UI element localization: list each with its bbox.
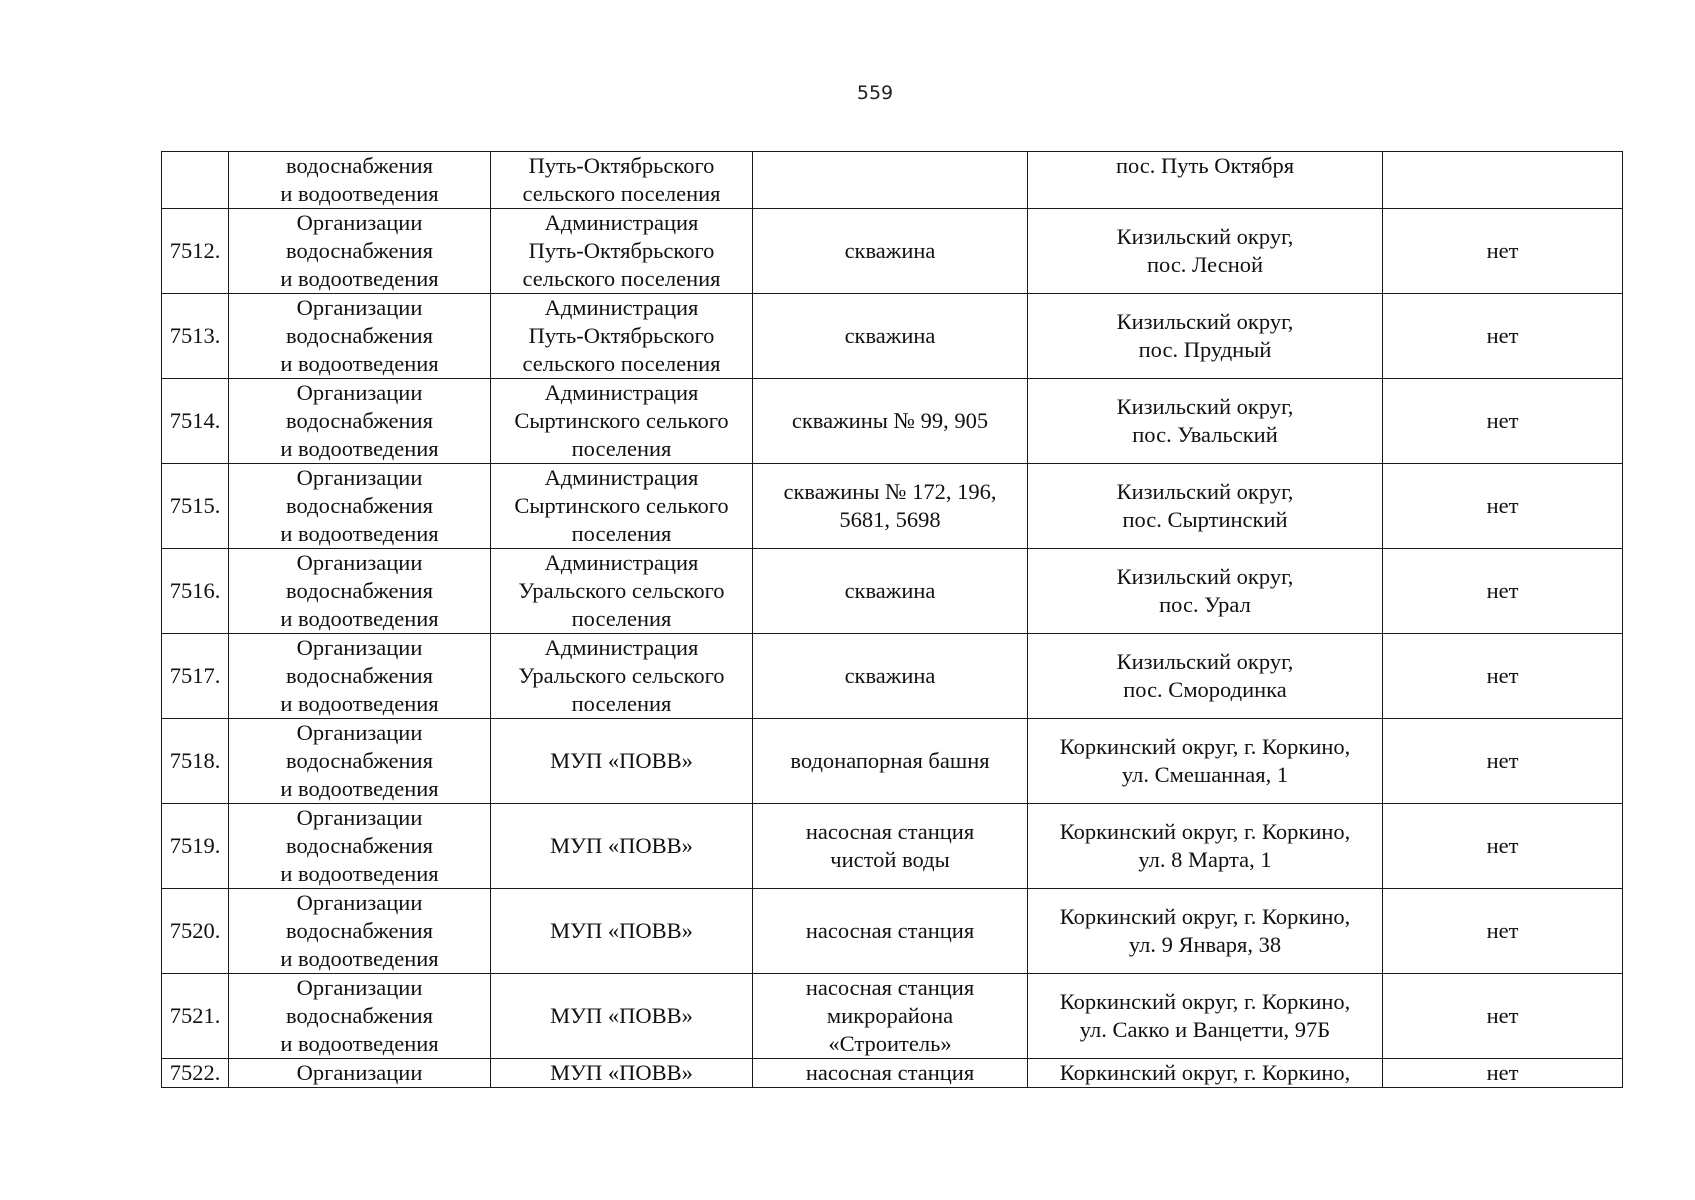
address-cell: Кизильский округ, пос. Сыртинский: [1028, 464, 1383, 549]
owner-cell: Администрация Уральского сельского поселения: [491, 549, 753, 634]
object-cell: скважина: [753, 549, 1028, 634]
object-cell: насосная станция микрорайона «Строитель»: [753, 974, 1028, 1059]
object-cell: [753, 152, 1028, 209]
table-row-last: [162, 1059, 1623, 1088]
address-cell: Кизильский округ, пос. Урал: [1028, 549, 1383, 634]
table-row: [162, 889, 1623, 974]
table-row: [162, 379, 1623, 464]
owner-cell: Администрация Сыртинского селького поселения: [491, 379, 753, 464]
row-number-cell: 7519.: [162, 804, 229, 889]
flag-cell: нет: [1383, 889, 1623, 974]
flag-cell: нет: [1383, 634, 1623, 719]
organization-cell: Организации водоснабжения и водоотведения: [229, 804, 491, 889]
object-cell: скважина: [753, 634, 1028, 719]
address-cell: Кизильский округ, пос. Смородинка: [1028, 634, 1383, 719]
object-cell: скважины № 99, 905: [753, 379, 1028, 464]
page-number: 559: [856, 82, 894, 104]
table-row: [162, 209, 1623, 294]
flag-cell: нет: [1383, 294, 1623, 379]
row-number-cell: 7514.: [162, 379, 229, 464]
organization-cell: Организации водоснабжения и водоотведения: [229, 209, 491, 294]
address-cell: Коркинский округ, г. Коркино, ул. Смешанная, 1: [1028, 719, 1383, 804]
object-cell: скважина: [753, 294, 1028, 379]
row-number-cell: 7518.: [162, 719, 229, 804]
address-cell: Коркинский округ, г. Коркино, ул. Сакко и Ванцетти, 97Б: [1028, 974, 1383, 1059]
address-cell: Коркинский округ, г. Коркино, ул. 9 Января, 38: [1028, 889, 1383, 974]
flag-cell: нет: [1383, 209, 1623, 294]
address-cell: Кизильский округ, пос. Лесной: [1028, 209, 1383, 294]
owner-cell: Администрация Уральского сельского поселения: [491, 634, 753, 719]
organization-cell: Организации водоснабжения и водоотведения: [229, 889, 491, 974]
table-row-continued: [162, 152, 1623, 209]
object-cell: скважины № 172, 196, 5681, 5698: [753, 464, 1028, 549]
table-row: [162, 294, 1623, 379]
object-cell: насосная станция: [753, 1059, 1028, 1088]
owner-cell: Администрация Путь-Октябрьского сельского поселения: [491, 209, 753, 294]
registry-table: [161, 151, 1623, 1088]
owner-cell: Администрация Сыртинского селького поселения: [491, 464, 753, 549]
organization-cell: Организации: [229, 1059, 491, 1088]
row-number-cell: 7521.: [162, 974, 229, 1059]
owner-cell: МУП «ПОВВ»: [491, 719, 753, 804]
table-row: [162, 634, 1623, 719]
row-number-cell: 7515.: [162, 464, 229, 549]
registry-table-body: [162, 152, 1623, 1088]
address-cell: пос. Путь Октября: [1028, 152, 1383, 209]
flag-cell: нет: [1383, 974, 1623, 1059]
address-cell: Коркинский округ, г. Коркино,: [1028, 1059, 1383, 1088]
table-row: [162, 974, 1623, 1059]
row-number-cell: 7513.: [162, 294, 229, 379]
object-cell: насосная станция чистой воды: [753, 804, 1028, 889]
row-number-cell: 7520.: [162, 889, 229, 974]
organization-cell: Организации водоснабжения и водоотведения: [229, 974, 491, 1059]
organization-cell: Организации водоснабжения и водоотведения: [229, 634, 491, 719]
table-row: [162, 804, 1623, 889]
flag-cell: нет: [1383, 719, 1623, 804]
address-cell: Коркинский округ, г. Коркино, ул. 8 Марта, 1: [1028, 804, 1383, 889]
organization-cell: Организации водоснабжения и водоотведения: [229, 379, 491, 464]
row-number-cell: 7522.: [162, 1059, 229, 1088]
flag-cell: [1383, 152, 1623, 209]
organization-cell: Организации водоснабжения и водоотведения: [229, 464, 491, 549]
address-cell: Кизильский округ, пос. Увальский: [1028, 379, 1383, 464]
row-number-cell: 7516.: [162, 549, 229, 634]
object-cell: водонапорная башня: [753, 719, 1028, 804]
object-cell: насосная станция: [753, 889, 1028, 974]
owner-cell: Администрация Путь-Октябрьского сельского поселения: [491, 294, 753, 379]
table-row: [162, 464, 1623, 549]
owner-cell: МУП «ПОВВ»: [491, 804, 753, 889]
organization-cell: водоснабжения и водоотведения: [229, 152, 491, 209]
owner-cell: МУП «ПОВВ»: [491, 1059, 753, 1088]
flag-cell: нет: [1383, 379, 1623, 464]
flag-cell: нет: [1383, 549, 1623, 634]
owner-cell: МУП «ПОВВ»: [491, 889, 753, 974]
organization-cell: Организации водоснабжения и водоотведения: [229, 549, 491, 634]
object-cell: скважина: [753, 209, 1028, 294]
owner-cell: Путь-Октябрьского сельского поселения: [491, 152, 753, 209]
organization-cell: Организации водоснабжения и водоотведения: [229, 294, 491, 379]
flag-cell: нет: [1383, 1059, 1623, 1088]
table-row: [162, 719, 1623, 804]
row-number-cell: [162, 152, 229, 209]
flag-cell: нет: [1383, 464, 1623, 549]
flag-cell: нет: [1383, 804, 1623, 889]
owner-cell: МУП «ПОВВ»: [491, 974, 753, 1059]
row-number-cell: 7517.: [162, 634, 229, 719]
address-cell: Кизильский округ, пос. Прудный: [1028, 294, 1383, 379]
table-row: [162, 549, 1623, 634]
row-number-cell: 7512.: [162, 209, 229, 294]
organization-cell: Организации водоснабжения и водоотведения: [229, 719, 491, 804]
